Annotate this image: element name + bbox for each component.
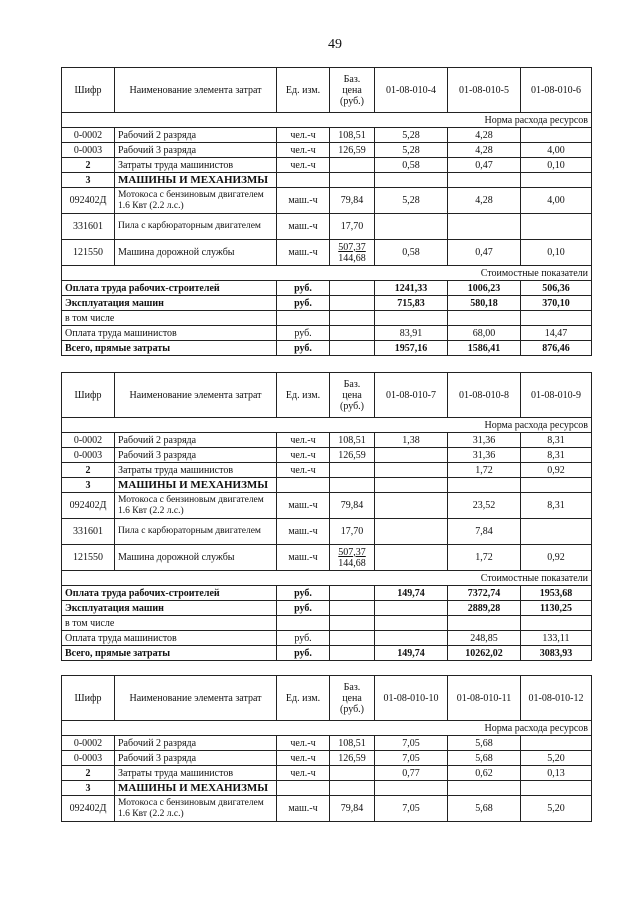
cell-name: Машина дорожной службы	[115, 240, 277, 266]
cell-value: 7,05	[375, 796, 448, 822]
cell-name: Машина дорожной службы	[115, 545, 277, 571]
cost-name: Эксплуатация машин	[62, 296, 277, 311]
cost-row	[62, 601, 592, 616]
header-col: 01-08-010-9	[521, 373, 592, 418]
header-unit: Ед. изм.	[277, 68, 330, 113]
cell-code: 092402Д	[62, 493, 115, 519]
cost-value: 580,18	[448, 296, 521, 311]
cost-value: 876,46	[521, 341, 592, 356]
cost-value	[375, 631, 448, 646]
page-number: 49	[328, 37, 342, 52]
cell-value	[448, 214, 521, 240]
cell-unit: маш.-ч	[277, 545, 330, 571]
header-col: 01-08-010-5	[448, 68, 521, 113]
cell-name: Рабочий 2 разряда	[115, 736, 277, 751]
cost-name: Оплата труда машинистов	[62, 631, 277, 646]
cell-value: 5,20	[521, 796, 592, 822]
cost-name: Оплата труда машинистов	[62, 326, 277, 341]
cell-unit: чел.-ч	[277, 433, 330, 448]
section-norm: Норма расхода ресурсов	[62, 113, 592, 128]
cell-value: 4,00	[521, 143, 592, 158]
cell-price	[330, 766, 375, 781]
cost-unit: руб.	[277, 646, 330, 661]
cell-name: Затраты труда машинистов	[115, 766, 277, 781]
cell-name: Затраты труда машинистов	[115, 158, 277, 173]
section-title: МАШИНЫ И МЕХАНИЗМЫ	[115, 478, 277, 493]
cell-value	[521, 128, 592, 143]
cell-value: 0,10	[521, 240, 592, 266]
cell-price: 79,84	[330, 796, 375, 822]
cell-value: 7,05	[375, 736, 448, 751]
cell-code: 0-0002	[62, 736, 115, 751]
cost-row	[62, 631, 592, 646]
cell-price: 108,51	[330, 128, 375, 143]
cell-value: 5,68	[448, 751, 521, 766]
cell-price: 108,51	[330, 736, 375, 751]
cell-price: 79,84	[330, 493, 375, 519]
table-row	[62, 240, 592, 266]
header-unit: Ед. изм.	[277, 373, 330, 418]
cell-value: 4,28	[448, 128, 521, 143]
cost-row	[62, 281, 592, 296]
cell-value: 5,20	[521, 751, 592, 766]
cell-unit: чел.-ч	[277, 736, 330, 751]
cell-price	[330, 158, 375, 173]
section-title: МАШИНЫ И МЕХАНИЗМЫ	[115, 781, 277, 796]
cell-value	[375, 493, 448, 519]
cell-value: 4,28	[448, 188, 521, 214]
cost-value: 7372,74	[448, 586, 521, 601]
cell-value	[375, 448, 448, 463]
table-row	[62, 158, 592, 173]
cell-code: 092402Д	[62, 188, 115, 214]
cell-name: Рабочий 3 разряда	[115, 143, 277, 158]
cost-value: 1241,33	[375, 281, 448, 296]
cell-code: 0-0003	[62, 751, 115, 766]
price-b: 144,68	[338, 252, 366, 264]
cell-value: 4,00	[521, 188, 592, 214]
cell-name: Пила с карбюраторным двигателем	[115, 519, 277, 545]
cost-value: 248,85	[448, 631, 521, 646]
cost-unit: руб.	[277, 326, 330, 341]
header-col: 01-08-010-7	[375, 373, 448, 418]
cell-value: 31,36	[448, 448, 521, 463]
cost-value: 1957,16	[375, 341, 448, 356]
header-price: Баз. цена (руб.)	[330, 373, 375, 418]
cell-value: 0,77	[375, 766, 448, 781]
cell-unit: чел.-ч	[277, 448, 330, 463]
cost-value: 133,11	[521, 631, 592, 646]
cost-row	[62, 616, 592, 631]
cost-value: 10262,02	[448, 646, 521, 661]
cost-value: 149,74	[375, 586, 448, 601]
cost-value: 715,83	[375, 296, 448, 311]
cost-row	[62, 311, 592, 326]
cell-code: 2	[62, 158, 115, 173]
table-header	[62, 676, 592, 721]
cell-unit: маш.-ч	[277, 214, 330, 240]
cost-value	[375, 601, 448, 616]
header-col: 01-08-010-10	[375, 676, 448, 721]
cell-unit: маш.-ч	[277, 240, 330, 266]
section-row	[62, 173, 592, 188]
cell-name: Пила с карбюраторным двигателем	[115, 214, 277, 240]
table-row	[62, 545, 592, 571]
cell-value: 1,72	[448, 545, 521, 571]
cell-value: 1,72	[448, 463, 521, 478]
cell-value: 23,52	[448, 493, 521, 519]
cost-unit: руб.	[277, 601, 330, 616]
cell-value: 8,31	[521, 448, 592, 463]
section-row	[62, 478, 592, 493]
header-col: 01-08-010-8	[448, 373, 521, 418]
cell-value: 31,36	[448, 433, 521, 448]
section-norm: Норма расхода ресурсов	[62, 418, 592, 433]
cell-price: 17,70	[330, 519, 375, 545]
header-code: Шифр	[62, 68, 115, 113]
cell-value: 0,47	[448, 158, 521, 173]
section-title: МАШИНЫ И МЕХАНИЗМЫ	[115, 173, 277, 188]
cell-name: Рабочий 3 разряда	[115, 448, 277, 463]
cost-value: 506,36	[521, 281, 592, 296]
cell-code: 3	[62, 173, 115, 188]
cell-code: 331601	[62, 519, 115, 545]
cost-name: Оплата труда рабочих-строителей	[62, 586, 277, 601]
table-row	[62, 128, 592, 143]
table-row	[62, 493, 592, 519]
header-col: 01-08-010-11	[448, 676, 521, 721]
cost-row	[62, 646, 592, 661]
cell-unit: чел.-ч	[277, 158, 330, 173]
cost-value: 68,00	[448, 326, 521, 341]
section-cost: Стоимостные показатели	[62, 266, 592, 281]
header-name: Наименование элемента затрат	[115, 373, 277, 418]
cost-name: в том числе	[62, 616, 277, 631]
header-name: Наименование элемента затрат	[115, 676, 277, 721]
header-price: Баз. цена (руб.)	[330, 676, 375, 721]
cell-value: 5,68	[448, 736, 521, 751]
cell-code: 2	[62, 463, 115, 478]
cell-price	[330, 463, 375, 478]
cell-code: 2	[62, 766, 115, 781]
cell-value	[521, 214, 592, 240]
cell-value	[521, 519, 592, 545]
cell-value: 8,31	[521, 433, 592, 448]
cell-unit: маш.-ч	[277, 519, 330, 545]
cell-name: Затраты труда машинистов	[115, 463, 277, 478]
cell-price	[330, 240, 375, 266]
cost-unit: руб.	[277, 631, 330, 646]
cost-name: Всего, прямые затраты	[62, 646, 277, 661]
cell-name: Мотокоса с бензиновым двигателем 1.6 Квт (2.2 л.с.)	[115, 796, 277, 822]
table-row	[62, 463, 592, 478]
cell-value: 0,62	[448, 766, 521, 781]
table-row	[62, 751, 592, 766]
cell-value: 7,05	[375, 751, 448, 766]
cell-code: 0-0002	[62, 128, 115, 143]
cell-value: 5,28	[375, 188, 448, 214]
cell-unit: маш.-ч	[277, 796, 330, 822]
cell-value: 5,28	[375, 128, 448, 143]
table-header	[62, 373, 592, 418]
cell-unit: чел.-ч	[277, 463, 330, 478]
resource-table-3	[61, 675, 592, 822]
header-col: 01-08-010-4	[375, 68, 448, 113]
header-price: Баз. цена (руб.)	[330, 68, 375, 113]
header-code: Шифр	[62, 676, 115, 721]
table-row	[62, 433, 592, 448]
cell-unit: чел.-ч	[277, 143, 330, 158]
cost-value: 1586,41	[448, 341, 521, 356]
section-cost: Стоимостные показатели	[62, 571, 592, 586]
cell-name: Рабочий 2 разряда	[115, 128, 277, 143]
cost-unit: руб.	[277, 296, 330, 311]
cell-value: 0,10	[521, 158, 592, 173]
price-a: 507,37	[338, 546, 366, 558]
cell-code: 3	[62, 478, 115, 493]
table-row	[62, 796, 592, 822]
cell-code: 331601	[62, 214, 115, 240]
cost-value: 14,47	[521, 326, 592, 341]
cost-name: Всего, прямые затраты	[62, 341, 277, 356]
cell-code: 121550	[62, 545, 115, 571]
cell-price: 126,59	[330, 448, 375, 463]
price-a: 507,37	[338, 241, 366, 253]
cell-code: 0-0003	[62, 448, 115, 463]
cell-unit: чел.-ч	[277, 766, 330, 781]
cost-row	[62, 296, 592, 311]
cell-value: 5,28	[375, 143, 448, 158]
cost-row	[62, 326, 592, 341]
cost-value: 370,10	[521, 296, 592, 311]
cost-value: 1006,23	[448, 281, 521, 296]
cell-price: 17,70	[330, 214, 375, 240]
table-header	[62, 68, 592, 113]
cell-price: 126,59	[330, 143, 375, 158]
cell-value: 4,28	[448, 143, 521, 158]
cost-value: 1953,68	[521, 586, 592, 601]
header-unit: Ед. изм.	[277, 676, 330, 721]
cost-value: 1130,25	[521, 601, 592, 616]
section-norm: Норма расхода ресурсов	[62, 721, 592, 736]
cell-value: 0,58	[375, 158, 448, 173]
cell-value: 0,92	[521, 463, 592, 478]
cell-value: 0,92	[521, 545, 592, 571]
table-row	[62, 214, 592, 240]
cell-value: 5,68	[448, 796, 521, 822]
cell-name: Мотокоса с бензиновым двигателем 1.6 Квт (2.2 л.с.)	[115, 493, 277, 519]
cell-price: 126,59	[330, 751, 375, 766]
table-row	[62, 143, 592, 158]
cell-value: 0,47	[448, 240, 521, 266]
cell-price: 79,84	[330, 188, 375, 214]
cell-unit: маш.-ч	[277, 188, 330, 214]
header-name: Наименование элемента затрат	[115, 68, 277, 113]
cost-name: в том числе	[62, 311, 277, 326]
cost-value: 83,91	[375, 326, 448, 341]
cell-value	[521, 736, 592, 751]
cell-code: 3	[62, 781, 115, 796]
cost-row	[62, 341, 592, 356]
cell-code: 092402Д	[62, 796, 115, 822]
cell-value	[375, 214, 448, 240]
cell-value: 1,38	[375, 433, 448, 448]
cost-value: 3083,93	[521, 646, 592, 661]
cell-price: 108,51	[330, 433, 375, 448]
cost-value: 149,74	[375, 646, 448, 661]
cost-unit: руб.	[277, 341, 330, 356]
cell-value	[375, 463, 448, 478]
table-row	[62, 766, 592, 781]
cost-value: 2889,28	[448, 601, 521, 616]
cell-unit: чел.-ч	[277, 128, 330, 143]
resource-table-2	[61, 372, 592, 661]
cell-price	[330, 545, 375, 571]
price-b: 144,68	[338, 557, 366, 569]
table-row	[62, 736, 592, 751]
cell-value	[375, 545, 448, 571]
table-row	[62, 188, 592, 214]
cell-value: 7,84	[448, 519, 521, 545]
cell-code: 0-0003	[62, 143, 115, 158]
cell-name: Рабочий 3 разряда	[115, 751, 277, 766]
cost-unit: руб.	[277, 586, 330, 601]
cell-value: 8,31	[521, 493, 592, 519]
cell-unit: чел.-ч	[277, 751, 330, 766]
cost-row	[62, 586, 592, 601]
header-col: 01-08-010-6	[521, 68, 592, 113]
cost-name: Оплата труда рабочих-строителей	[62, 281, 277, 296]
cell-value: 0,58	[375, 240, 448, 266]
resource-table-1	[61, 67, 592, 356]
table-row	[62, 519, 592, 545]
cell-unit: маш.-ч	[277, 493, 330, 519]
cell-code: 121550	[62, 240, 115, 266]
table-row	[62, 448, 592, 463]
header-code: Шифр	[62, 373, 115, 418]
header-col: 01-08-010-12	[521, 676, 592, 721]
cell-name: Рабочий 2 разряда	[115, 433, 277, 448]
cell-value	[375, 519, 448, 545]
cost-unit: руб.	[277, 281, 330, 296]
cost-name: Эксплуатация машин	[62, 601, 277, 616]
cell-name: Мотокоса с бензиновым двигателем 1.6 Квт (2.2 л.с.)	[115, 188, 277, 214]
section-row	[62, 781, 592, 796]
cell-code: 0-0002	[62, 433, 115, 448]
cell-value: 0,13	[521, 766, 592, 781]
